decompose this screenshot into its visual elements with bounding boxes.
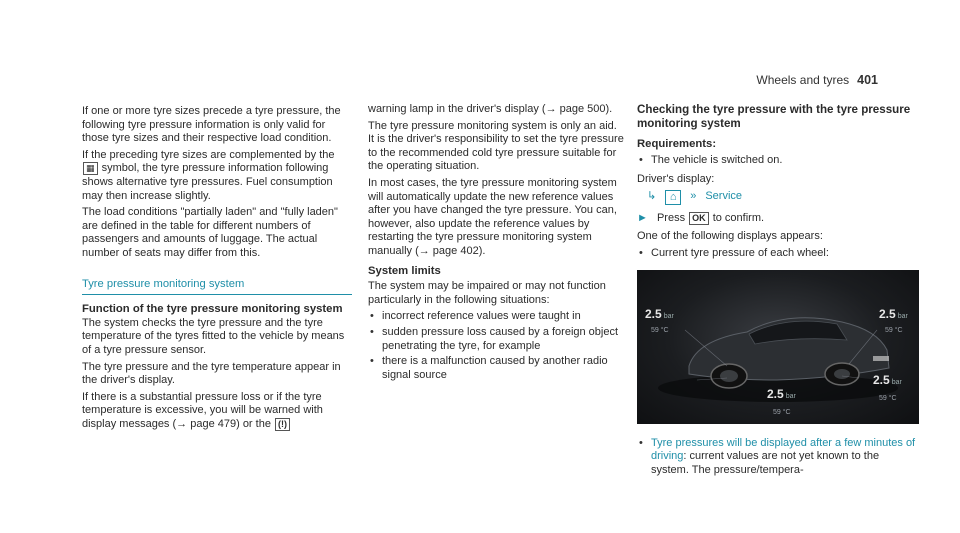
display-options-list-2 [637, 437, 919, 478]
front-left-temp: 59 °C [651, 326, 669, 334]
step-arrow-icon: ► [637, 211, 648, 224]
system-limits-title: System limits [368, 264, 441, 277]
rear-left-pressure: 2.5 bar [767, 386, 796, 401]
rear-right-temp: 59 °C [879, 394, 897, 402]
bullet-icon: • [639, 436, 643, 449]
paragraph: The system checks the tyre pressure and the tyre temperature of the tyres fitted to the vehicle by means of a tyre pressure sensor. [82, 316, 345, 356]
column-left [82, 105, 352, 434]
procedure-title: Checking the tyre pressure with the tyre pressure monitoring system [637, 103, 911, 130]
requirements-list [637, 154, 919, 168]
front-right-temp: 59 °C [885, 326, 903, 334]
alternative-pressure-icon: ▦ [83, 162, 98, 175]
paragraph: The tyre pressure and the tyre temperature appear in the driver's display. [82, 360, 341, 387]
paragraph: The system may be impaired or may not function particularly in the following situations: [368, 280, 606, 306]
paragraph: If there is a substantial pressure loss or if the tyre temperature is excessive, you will be warned with display messages (→ page 479) or the (!) [82, 390, 323, 430]
tyre-pressure-display-image [637, 270, 919, 424]
bullet-icon: • [639, 246, 643, 259]
display-options-list [637, 247, 919, 261]
ok-button-icon: OK [689, 212, 709, 225]
paragraph: The load conditions "partially laden" and "fully laden" are defined in the table for different numbers of passengers and amounts of luggage. The actual number of seats may differ from this. [82, 206, 338, 259]
paragraph: If one or more tyre sizes precede a tyre pressure, the following tyre pressure information is only valid for those tyre sizes and their respective load condition. [82, 105, 341, 145]
bullet-icon: • [370, 355, 374, 368]
paragraph: In most cases, the tyre pressure monitoring system will automatically update the new reference values after you have changed the tyre pressure. You can, however, also update the reference values by restarting the tyre pressure monitoring system manually (→ page 402). [368, 176, 617, 257]
section-title: Tyre pressure monitoring system [82, 278, 352, 296]
bullet-icon: • [639, 153, 643, 166]
paragraph: If the preceding tyre sizes are complemented by the ▦ symbol, the tyre pressure information following shows alternative tyre pressures. Fuel consumption may then increase slightly. [82, 148, 335, 202]
list-item: • The vehicle is switched on. [639, 153, 783, 166]
list-item: • Current tyre pressure of each wheel: [639, 246, 829, 259]
paragraph: Driver's display: [637, 173, 715, 186]
front-right-pressure: 2.5 bar [879, 306, 908, 321]
page-reference-link[interactable]: → page 500 [545, 103, 606, 115]
service-menu-item[interactable]: Service [705, 190, 743, 203]
list-item: • incorrect reference values were taught in [370, 310, 581, 323]
requirements-title: Requirements: [637, 138, 717, 150]
paragraph: The tyre pressure monitoring system is only an aid. It is the driver's responsibility to set the tyre pressure to the recommended cold tyre pressure suitable for the operating situation. [368, 119, 624, 173]
menu-path [647, 190, 919, 205]
page-header [756, 73, 878, 87]
status-message-link[interactable]: Tyre pressures will be displayed after a few minutes of driving [651, 436, 916, 463]
bullet-icon: • [370, 310, 374, 323]
instruction-step: ► Press OK to confirm. [637, 211, 765, 224]
path-separator-icon: » [690, 190, 697, 203]
front-left-pressure: 2.5 bar [645, 306, 674, 321]
rear-right-pressure: 2.5 bar [873, 372, 902, 387]
sub-title: Function of the tyre pressure monitoring system [82, 303, 343, 316]
section-name: Wheels and tyres [756, 73, 850, 87]
limits-list [368, 310, 624, 382]
path-start-icon: ↳ [647, 190, 657, 203]
home-icon[interactable]: ⌂ [665, 190, 681, 205]
page-reference-link[interactable]: → page 402 [418, 244, 479, 257]
page-reference-link[interactable]: → page 479 [176, 417, 237, 430]
tyre-warning-icon: (!) [275, 418, 290, 431]
column-right [637, 103, 919, 479]
bullet-icon: • [370, 325, 374, 338]
page-number: 401 [857, 73, 878, 87]
rear-left-temp: 59 °C [773, 408, 791, 416]
list-item: • Tyre pressures will be displayed after a few minutes of driving: current values are not yet known to the system. The pressure/tempera- [639, 436, 916, 476]
list-item: • there is a malfunction caused by another radio signal source [370, 355, 608, 381]
list-item: • sudden pressure loss caused by a foreign object penetrating the tyre, for example [370, 325, 619, 352]
paragraph: warning lamp in the driver's display (→ page 500). [368, 103, 613, 115]
column-middle [368, 103, 624, 384]
paragraph: One of the following displays appears: [637, 230, 823, 243]
